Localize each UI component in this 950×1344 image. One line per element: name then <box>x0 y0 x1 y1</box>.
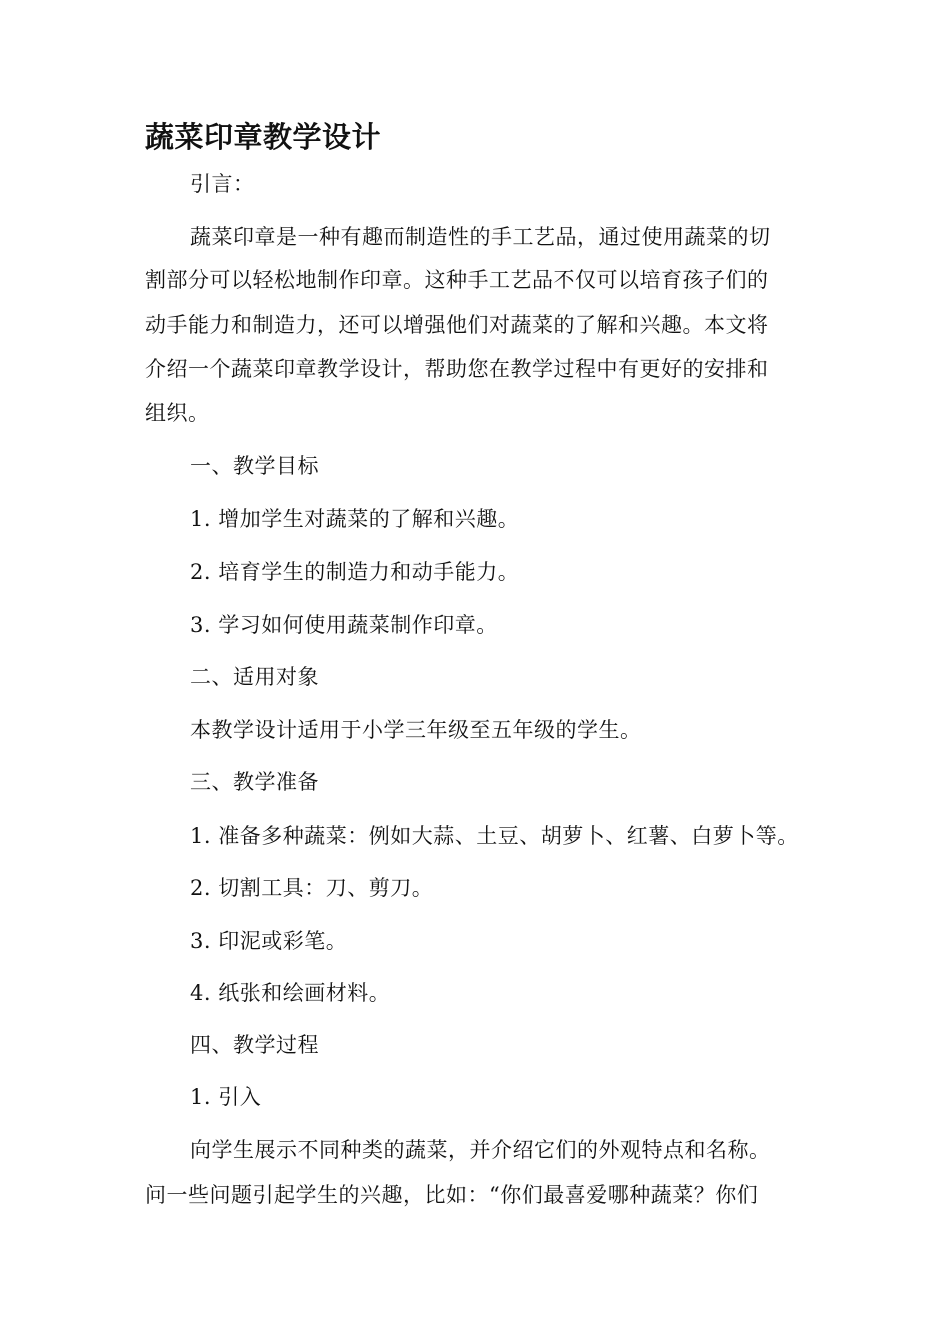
section-heading-preparation: 三、教学准备 <box>190 770 319 794</box>
intro-paragraph-line: 蔬菜印章是一种有趣而制造性的手工艺品，通过使用蔬菜的切 <box>190 225 771 249</box>
section-heading-goals: 一、教学目标 <box>190 454 319 478</box>
goal-item: 2. 培育学生的制造力和动手能力。 <box>190 560 520 584</box>
intro-paragraph-line: 割部分可以轻松地制作印章。这种手工艺品不仅可以培育孩子们的 <box>145 268 769 292</box>
preparation-item: 1. 准备多种蔬菜：例如大蒜、土豆、胡萝卜、红薯、白萝卜等。 <box>190 824 799 848</box>
process-step-heading: 1. 引入 <box>190 1085 262 1109</box>
preparation-item: 4. 纸张和绘画材料。 <box>190 981 391 1005</box>
section-heading-process: 四、教学过程 <box>190 1033 319 1057</box>
goal-item: 3. 学习如何使用蔬菜制作印章。 <box>190 613 498 637</box>
intro-paragraph-line: 介绍一个蔬菜印章教学设计，帮助您在教学过程中有更好的安排和 <box>145 357 769 381</box>
process-step-line: 向学生展示不同种类的蔬菜，并介绍它们的外观特点和名称。 <box>190 1138 771 1162</box>
preparation-item: 2. 切割工具：刀、剪刀。 <box>190 876 434 900</box>
intro-paragraph-line: 组织。 <box>145 401 210 425</box>
section-heading-audience: 二、适用对象 <box>190 665 319 689</box>
process-step-line: 问一些问题引起学生的兴趣，比如：“你们最喜爱哪种蔬菜？你们 <box>145 1183 759 1207</box>
intro-heading: 引言： <box>190 172 255 196</box>
goal-item: 1. 增加学生对蔬菜的了解和兴趣。 <box>190 507 520 531</box>
audience-text: 本教学设计适用于小学三年级至五年级的学生。 <box>190 718 642 742</box>
document-title: 蔬菜印章教学设计 <box>145 120 382 154</box>
intro-paragraph-line: 动手能力和制造力，还可以增强他们对蔬菜的了解和兴趣。本文将 <box>145 313 769 337</box>
preparation-item: 3. 印泥或彩笔。 <box>190 929 348 953</box>
